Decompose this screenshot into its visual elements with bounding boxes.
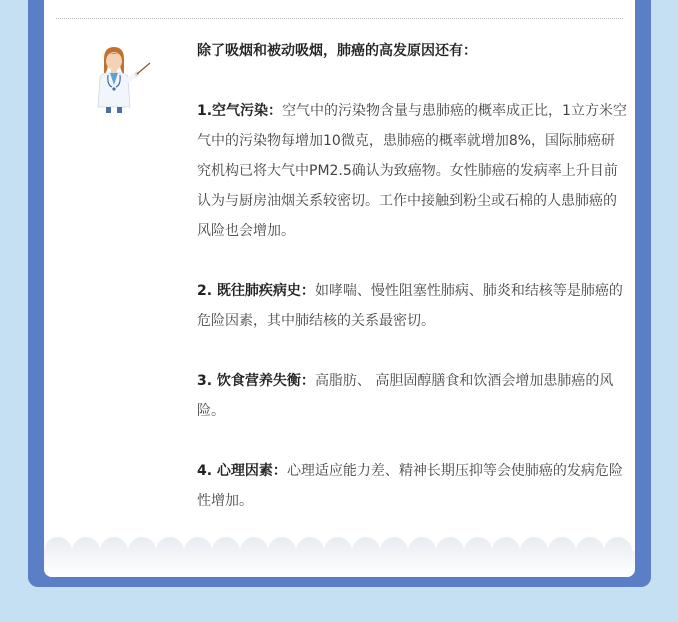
dotted-divider	[56, 18, 623, 19]
item-title: 2. 既往肺疾病史：	[197, 283, 315, 299]
item-text: 空气中的污染物含量与患肺癌的概率成正比，1立方米空气中的污染物每增加10微克，患肺癌的概率就增加8%，国际肺癌研究机构已将大气中PM2.5确认为致癌物。女性肺癌的发病率上升目前认为与厨房油烟关系较密切。工作中接触到粉尘或石棉的人患肺癌的风险也会增加。	[197, 103, 627, 239]
item-psychology	[197, 456, 627, 516]
item-text: 心理适应能力差、精神长期压抑等会使肺癌的发病危险性增加。	[197, 463, 623, 509]
item-title: 4. 心理因素：	[197, 463, 287, 479]
wave-decoration	[44, 517, 635, 577]
article-body	[197, 36, 627, 516]
item-title: 1.空气污染：	[197, 103, 283, 119]
item-lung-history	[197, 276, 627, 336]
item-title: 3. 饮食营养失衡：	[197, 373, 315, 389]
content-card	[44, 0, 635, 577]
intro-heading: 除了吸烟和被动吸烟，肺癌的高发原因还有：	[197, 43, 477, 59]
item-text: 高脂肪、 高胆固醇膳食和饮酒会增加患肺癌的风险。	[197, 373, 614, 419]
item-diet	[197, 366, 627, 426]
item-text: 如哮喘、慢性阻塞性肺病、肺炎和结核等是肺癌的危险因素，其中肺结核的关系最密切。	[197, 283, 623, 329]
item-air-pollution	[197, 96, 627, 246]
doctor-pointer-illustration	[86, 45, 156, 115]
